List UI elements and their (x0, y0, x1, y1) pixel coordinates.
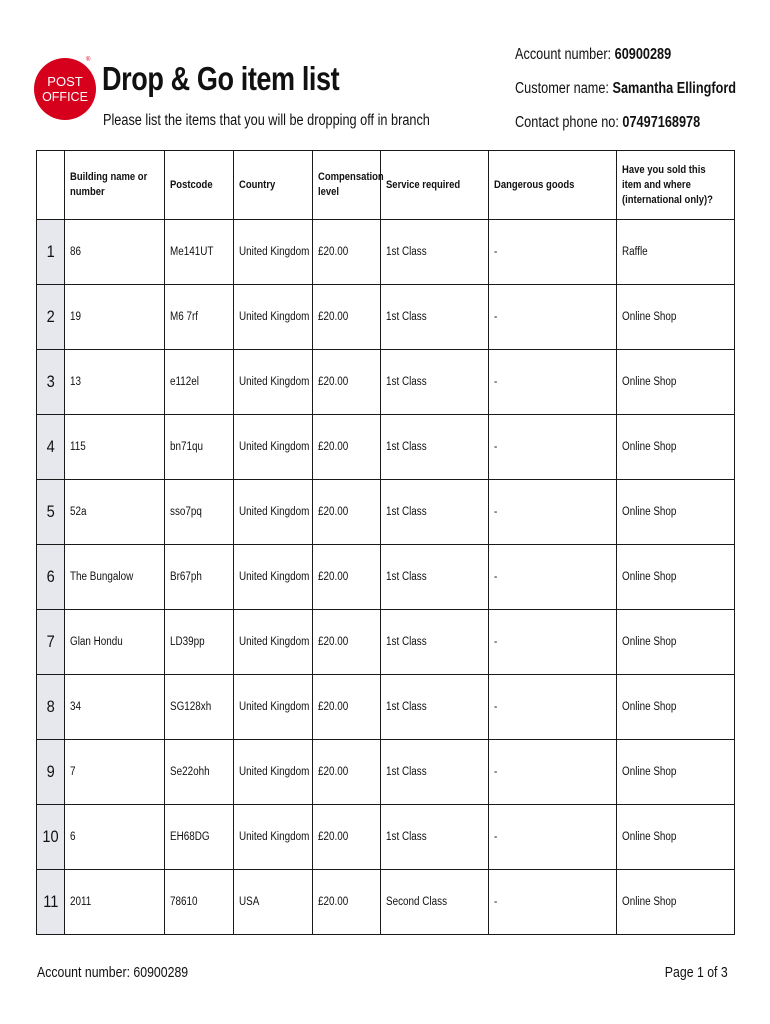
cell-row-number (37, 805, 65, 870)
account-number-value: 60900289 (614, 46, 672, 63)
cell-value: £20.00 (318, 376, 349, 388)
cell-value: Online Shop (622, 896, 677, 908)
customer-name-value: Samantha Ellingford (612, 80, 737, 97)
cell-value: £20.00 (318, 701, 349, 713)
cell-value: United Kingdom (239, 311, 310, 323)
table-row (37, 480, 735, 545)
cell-building (65, 220, 165, 285)
cell-building (65, 415, 165, 480)
cell-value: Online Shop (622, 376, 677, 388)
cell-value: United Kingdom (239, 571, 310, 583)
cell-value: £20.00 (318, 571, 349, 583)
cell-value: United Kingdom (239, 376, 310, 388)
footer-account-number: Account number: 60900289 (37, 964, 189, 981)
cell-compensation (313, 220, 381, 285)
cell-value: The Bungalow (70, 571, 134, 583)
cell-row-number (37, 870, 65, 935)
cell-value: £20.00 (318, 506, 349, 518)
cell-dangerous-goods (489, 415, 617, 480)
cell-value: Online Shop (622, 311, 677, 323)
cell-value: 115 (70, 441, 86, 453)
cell-value: - (494, 636, 498, 648)
cell-postcode (165, 610, 234, 675)
cell-dangerous-goods (489, 350, 617, 415)
cell-compensation (313, 740, 381, 805)
cell-value: United Kingdom (239, 766, 310, 778)
footer-page-number: Page 1 of 3 (665, 964, 728, 981)
cell-value: 52a (70, 506, 87, 518)
cell-value: - (494, 896, 498, 908)
cell-postcode (165, 480, 234, 545)
column-header-country (234, 151, 313, 220)
cell-value: bn71qu (170, 441, 204, 453)
column-header-label: Service required (386, 178, 461, 191)
cell-sold-where (617, 350, 735, 415)
cell-country (234, 870, 313, 935)
contact-phone-label: Contact phone no: (515, 114, 619, 131)
cell-value: - (494, 571, 498, 583)
cell-country (234, 480, 313, 545)
cell-row-number (37, 545, 65, 610)
svg-text:POST: POST (47, 74, 83, 89)
cell-dangerous-goods (489, 480, 617, 545)
cell-compensation (313, 805, 381, 870)
cell-value: Online Shop (622, 441, 677, 453)
cell-value: - (494, 376, 498, 388)
cell-compensation (313, 870, 381, 935)
cell-building (65, 480, 165, 545)
cell-row-number (37, 220, 65, 285)
column-header-label: Postcode (170, 178, 213, 191)
cell-building (65, 285, 165, 350)
cell-value: 1st Class (386, 441, 427, 453)
cell-service (381, 285, 489, 350)
cell-value: Se22ohh (170, 766, 210, 778)
cell-value: 1st Class (386, 766, 427, 778)
cell-value: Online Shop (622, 701, 677, 713)
cell-sold-where (617, 545, 735, 610)
account-number-label: Account number: (515, 46, 612, 63)
cell-compensation (313, 285, 381, 350)
column-header-dangerous-goods (489, 151, 617, 220)
cell-value: - (494, 701, 498, 713)
cell-row-number (37, 480, 65, 545)
cell-compensation (313, 350, 381, 415)
column-header-row-number (37, 151, 65, 220)
cell-value: Raffle (622, 246, 648, 258)
cell-sold-where (617, 675, 735, 740)
cell-value: 1st Class (386, 376, 427, 388)
cell-value: United Kingdom (239, 636, 310, 648)
page-title: Drop & Go item list (102, 60, 340, 97)
cell-value: £20.00 (318, 246, 349, 258)
cell-value: Online Shop (622, 571, 677, 583)
cell-value: 11 (42, 892, 59, 911)
cell-value: sso7pq (170, 506, 202, 518)
cell-dangerous-goods (489, 870, 617, 935)
cell-compensation (313, 610, 381, 675)
cell-value: 3 (46, 372, 55, 391)
cell-building (65, 545, 165, 610)
cell-value: £20.00 (318, 441, 349, 453)
cell-postcode (165, 350, 234, 415)
cell-value: 2 (46, 307, 55, 326)
cell-service (381, 610, 489, 675)
cell-value: 34 (70, 701, 82, 713)
cell-country (234, 285, 313, 350)
cell-value: 7 (46, 632, 55, 651)
cell-value: - (494, 831, 498, 843)
cell-sold-where (617, 415, 735, 480)
cell-service (381, 220, 489, 285)
cell-value: EH68DG (170, 831, 210, 843)
cell-value: e112el (170, 376, 199, 388)
table-row (37, 415, 735, 480)
column-header-label: Country (239, 178, 276, 191)
column-header-building (65, 151, 165, 220)
table-row (37, 220, 735, 285)
cell-dangerous-goods (489, 610, 617, 675)
account-number-line (515, 38, 736, 72)
table-row (37, 740, 735, 805)
cell-row-number (37, 740, 65, 805)
column-header-label: Dangerous goods (494, 178, 575, 191)
cell-building (65, 805, 165, 870)
cell-country (234, 805, 313, 870)
cell-value: M6 7rf (170, 311, 199, 323)
cell-country (234, 220, 313, 285)
cell-sold-where (617, 805, 735, 870)
table-row (37, 285, 735, 350)
cell-value: 78610 (170, 896, 198, 908)
cell-value: 1st Class (386, 701, 427, 713)
cell-country (234, 545, 313, 610)
column-header-label: Compensation level (318, 171, 384, 198)
cell-row-number (37, 285, 65, 350)
cell-postcode (165, 675, 234, 740)
cell-sold-where (617, 285, 735, 350)
cell-value: £20.00 (318, 311, 349, 323)
cell-compensation (313, 415, 381, 480)
column-header-label: Building name or number (70, 171, 148, 198)
cell-value: £20.00 (318, 896, 349, 908)
item-list-table (36, 150, 735, 935)
cell-value: United Kingdom (239, 246, 310, 258)
cell-building (65, 350, 165, 415)
table-row (37, 545, 735, 610)
cell-value: - (494, 311, 498, 323)
cell-postcode (165, 285, 234, 350)
cell-building (65, 740, 165, 805)
cell-sold-where (617, 740, 735, 805)
cell-value: 19 (70, 311, 82, 323)
cell-value: Online Shop (622, 506, 677, 518)
cell-value: 4 (46, 437, 55, 456)
cell-service (381, 805, 489, 870)
cell-value: 13 (70, 376, 82, 388)
cell-row-number (37, 415, 65, 480)
account-details (515, 38, 736, 140)
cell-value: 1 (46, 242, 55, 261)
table-row (37, 805, 735, 870)
cell-postcode (165, 415, 234, 480)
table-row (37, 870, 735, 935)
cell-value: 1st Class (386, 246, 427, 258)
column-header-compensation (313, 151, 384, 220)
cell-value: - (494, 441, 498, 453)
cell-value: - (494, 506, 498, 518)
cell-postcode (165, 870, 234, 935)
cell-service (381, 480, 489, 545)
post-office-logo (34, 58, 96, 120)
cell-sold-where (617, 610, 735, 675)
cell-value: 1st Class (386, 571, 427, 583)
cell-value: £20.00 (318, 766, 349, 778)
cell-row-number (37, 350, 65, 415)
cell-value: United Kingdom (239, 831, 310, 843)
cell-building (65, 610, 165, 675)
cell-value: 2011 (70, 896, 92, 908)
table-body (37, 220, 735, 935)
column-header-label: Have you sold this item and where (international only)? (622, 163, 713, 206)
cell-sold-where (617, 870, 735, 935)
cell-service (381, 350, 489, 415)
cell-country (234, 675, 313, 740)
trademark-symbol: ® (86, 57, 91, 63)
cell-value: 9 (46, 762, 55, 781)
cell-postcode (165, 805, 234, 870)
cell-dangerous-goods (489, 285, 617, 350)
table-header-row (37, 151, 735, 220)
table-row (37, 350, 735, 415)
cell-value: 5 (46, 502, 55, 521)
customer-name-label: Customer name: (515, 80, 609, 97)
cell-row-number (37, 610, 65, 675)
contact-phone-value: 07497168978 (622, 114, 701, 131)
cell-value: United Kingdom (239, 506, 310, 518)
cell-compensation (313, 545, 381, 610)
column-header-postcode (165, 151, 234, 220)
cell-value: United Kingdom (239, 701, 310, 713)
svg-text:OFFICE: OFFICE (42, 90, 88, 104)
cell-value: £20.00 (318, 831, 349, 843)
cell-value: United Kingdom (239, 441, 310, 453)
cell-service (381, 740, 489, 805)
cell-postcode (165, 545, 234, 610)
cell-row-number (37, 675, 65, 740)
cell-value: - (494, 766, 498, 778)
table-row (37, 610, 735, 675)
cell-building (65, 675, 165, 740)
cell-service (381, 870, 489, 935)
cell-value: £20.00 (318, 636, 349, 648)
cell-building (65, 870, 165, 935)
cell-value: Me141UT (170, 246, 214, 258)
cell-value: Online Shop (622, 636, 677, 648)
cell-value: 1st Class (386, 506, 427, 518)
cell-dangerous-goods (489, 675, 617, 740)
cell-compensation (313, 480, 381, 545)
cell-sold-where (617, 480, 735, 545)
cell-dangerous-goods (489, 545, 617, 610)
table-row (37, 675, 735, 740)
cell-value: 1st Class (386, 831, 427, 843)
cell-dangerous-goods (489, 740, 617, 805)
cell-country (234, 415, 313, 480)
customer-name-line (515, 72, 736, 106)
cell-service (381, 415, 489, 480)
cell-country (234, 610, 313, 675)
page-subtitle: Please list the items that you will be dropping off in branch (103, 112, 430, 129)
cell-dangerous-goods (489, 805, 617, 870)
cell-sold-where (617, 220, 735, 285)
cell-compensation (313, 675, 381, 740)
contact-phone-line (515, 106, 736, 140)
cell-value: SG128xh (170, 701, 212, 713)
cell-value: 6 (70, 831, 76, 843)
cell-value: 6 (46, 567, 55, 586)
cell-dangerous-goods (489, 220, 617, 285)
cell-service (381, 545, 489, 610)
cell-value: Online Shop (622, 766, 677, 778)
cell-country (234, 350, 313, 415)
column-header-service (381, 151, 489, 220)
cell-service (381, 675, 489, 740)
cell-value: Glan Hondu (70, 636, 123, 648)
cell-value: 10 (42, 827, 59, 846)
cell-value: 8 (46, 697, 55, 716)
cell-value: USA (239, 896, 260, 908)
cell-postcode (165, 740, 234, 805)
cell-value: LD39pp (170, 636, 205, 648)
cell-value: 7 (70, 766, 76, 778)
column-header-sold-where (617, 151, 735, 220)
cell-value: 1st Class (386, 636, 427, 648)
cell-value: - (494, 246, 498, 258)
cell-country (234, 740, 313, 805)
cell-value: 86 (70, 246, 82, 258)
cell-value: 1st Class (386, 311, 427, 323)
cell-value: Second Class (386, 896, 448, 908)
cell-value: Online Shop (622, 831, 677, 843)
cell-value: Br67ph (170, 571, 202, 583)
cell-postcode (165, 220, 234, 285)
